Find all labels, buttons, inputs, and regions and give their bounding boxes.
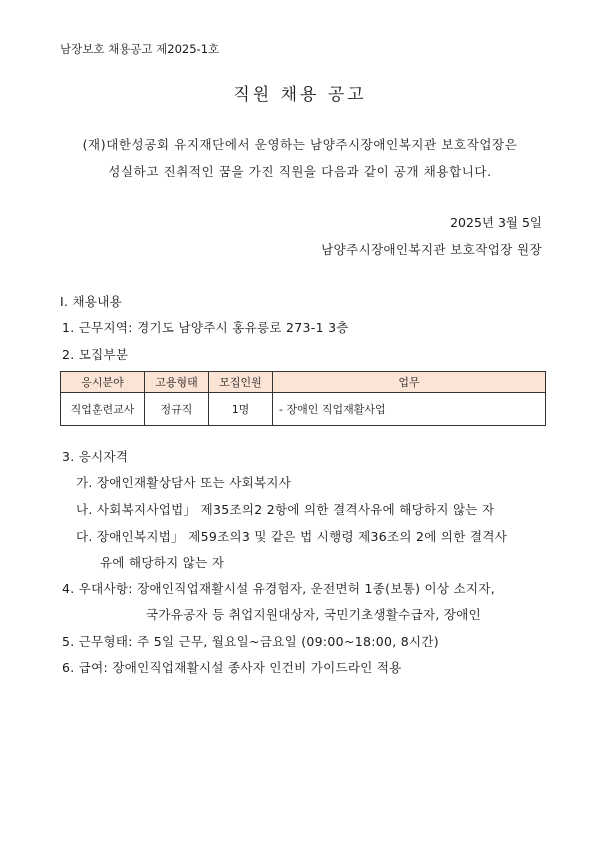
column-header: 응시분야 bbox=[61, 372, 145, 393]
table-cell: 1명 bbox=[209, 393, 273, 426]
work-location: 1. 근무지역: 경기도 남양주시 홍유릉로 273-1 3층 bbox=[62, 320, 349, 335]
section-heading: Ⅰ. 채용내용 bbox=[60, 294, 123, 309]
qualification-item: 다. 장애인복지법」 제59조의3 및 같은 법 시행령 제36조의 2에 의한 결격사 bbox=[76, 529, 508, 544]
salary: 6. 급여: 장애인직업재활시설 종사자 인건비 가이드라인 적용 bbox=[62, 660, 402, 675]
table-cell: - 장애인 직업재활사업 bbox=[273, 393, 546, 426]
work-hours: 5. 근무형태: 주 5일 근무, 월요일~금요일 (09:00~18:00, 8시간) bbox=[62, 634, 439, 649]
qualifications-heading: 3. 응시자격 bbox=[62, 449, 129, 464]
recruitment-section-label: 2. 모집부분 bbox=[62, 347, 129, 362]
table-cell: 정규직 bbox=[145, 393, 209, 426]
table-row bbox=[61, 393, 546, 426]
table-cell: 직업훈련교사 bbox=[61, 393, 145, 426]
announcement-date: 2025년 3월 5일 bbox=[450, 215, 542, 230]
table-header-row bbox=[61, 372, 546, 393]
preference-line-1: 4. 우대사항: 장애인직업재활시설 유경험자, 운전면허 1종(보통) 이상 소지자, bbox=[62, 581, 495, 596]
column-header: 고용형태 bbox=[145, 372, 209, 393]
position-table bbox=[60, 371, 546, 426]
intro-line-1: (재)대한성공회 유지재단에서 운영하는 남양주시장애인복지관 보호작업장은 bbox=[82, 137, 518, 152]
document-number: 남장보호 채용공고 제2025-1호 bbox=[60, 42, 220, 56]
preference-line-2: 국가유공자 등 취업지원대상자, 국민기초생활수급자, 장애인 bbox=[146, 607, 482, 622]
column-header: 모집인원 bbox=[209, 372, 273, 393]
qualification-item-continued: 유에 해당하지 않는 자 bbox=[100, 555, 225, 570]
column-header: 업무 bbox=[273, 372, 546, 393]
qualification-item: 나. 사회복지사업법」 제35조의2 2항에 의한 결격사유에 해당하지 않는 자 bbox=[76, 502, 495, 517]
intro-line-2: 성실하고 진취적인 꿈을 가진 직원을 다음과 같이 공개 채용합니다. bbox=[108, 164, 492, 179]
qualification-item: 가. 장애인재활상담사 또는 사회복지사 bbox=[76, 475, 292, 490]
page-title: 직원 채용 공고 bbox=[233, 85, 367, 105]
issuer-signature: 남양주시장애인복지관 보호작업장 원장 bbox=[321, 242, 542, 257]
